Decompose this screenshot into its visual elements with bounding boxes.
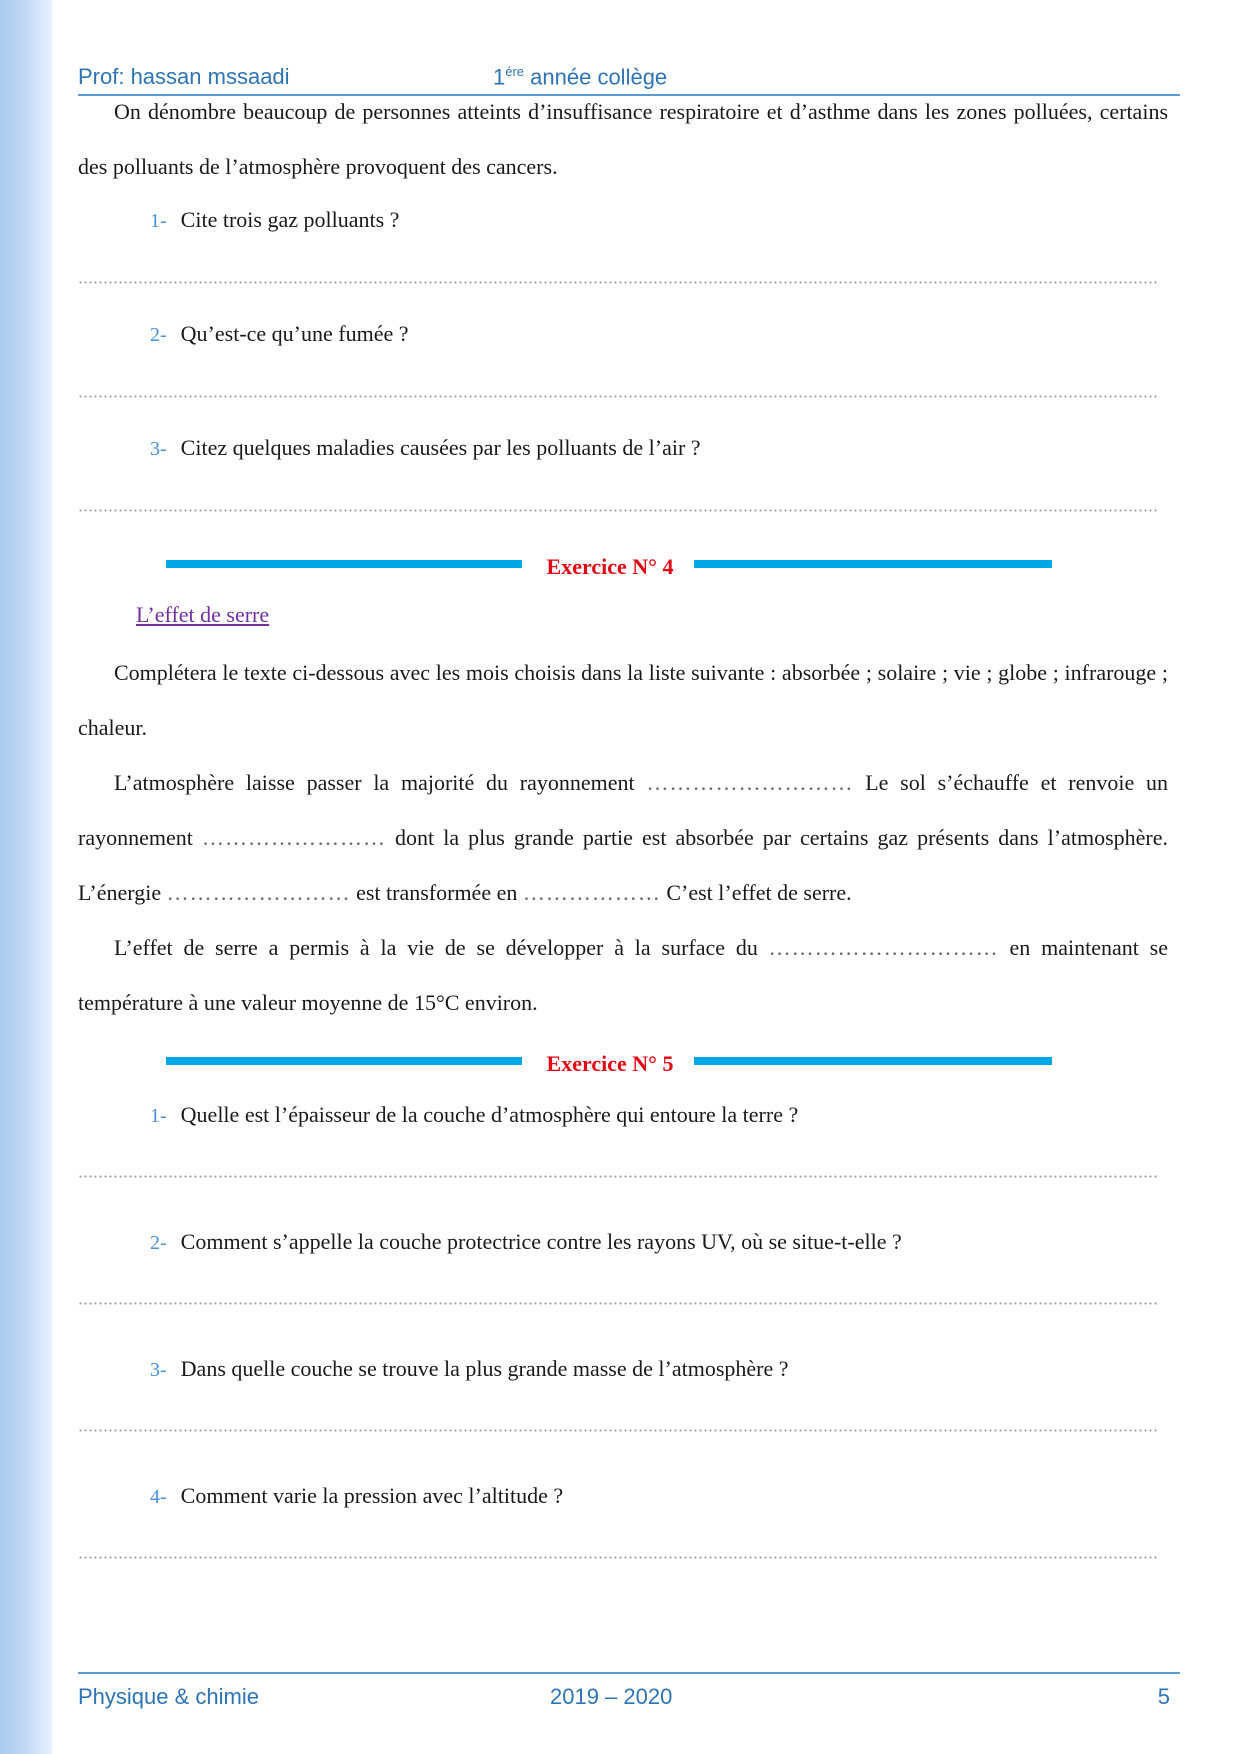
exercise-5-question-4: [150, 1483, 563, 1509]
question-text: Comment s’appelle la couche protectrice contre les rayons UV, où se situe-t-elle ?: [180, 1229, 902, 1254]
question-text: Quelle est l’épaisseur de la couche d’atmosphère qui entoure la terre ?: [180, 1102, 799, 1127]
page-number: 5: [1157, 1684, 1170, 1709]
exercise-divider-left: [166, 1057, 522, 1065]
exercise-divider-right: [694, 1057, 1052, 1065]
text-segment: C’est l’effet de serre.: [660, 880, 852, 905]
answer-line[interactable]: [78, 1302, 1158, 1305]
text-segment: L’effet de serre a permis à la vie de se développer à la surface du: [114, 935, 769, 960]
question-number: 2-: [150, 324, 167, 346]
fill-blank[interactable]: ………………: [522, 880, 661, 905]
text-segment: est transformée en: [350, 880, 523, 905]
fill-blank[interactable]: ……………………: [201, 825, 386, 850]
question-text: Citez quelques maladies causées par les polluants de l’air ?: [180, 435, 701, 460]
question-top-1: [150, 207, 399, 233]
answer-line[interactable]: [78, 1556, 1158, 1559]
exercise-5-question-3: [150, 1356, 789, 1382]
answer-line[interactable]: [78, 509, 1158, 512]
question-text: Dans quelle couche se trouve la plus grande masse de l’atmosphère ?: [180, 1356, 789, 1381]
class-level-number: 1: [493, 64, 506, 90]
exercise-divider-left: [166, 560, 522, 568]
answer-line[interactable]: [78, 1175, 1158, 1178]
question-number: 3-: [150, 438, 167, 460]
answer-line[interactable]: [78, 1429, 1158, 1432]
class-level-text: année collège: [524, 64, 668, 90]
answer-line[interactable]: [78, 281, 1158, 284]
question-text: Cite trois gaz polluants ?: [180, 207, 400, 232]
teacher-name: Prof: hassan mssaadi: [78, 64, 290, 89]
question-number: 4-: [150, 1486, 167, 1508]
exercise-4-subtitle: L’effet de serre: [136, 602, 270, 627]
question-number: 3-: [150, 1359, 167, 1381]
text-segment: en maintenant se température à une valeur moyenne de 15°C environ.: [78, 935, 1168, 1015]
exercise-4-title: Exercice N° 4: [546, 554, 674, 579]
exercise-divider-right: [694, 560, 1052, 568]
exercise-5-question-2: [150, 1229, 902, 1255]
exercise-4-fill-paragraph-2: [78, 920, 1168, 1030]
question-text: Qu’est-ce qu’une fumée ?: [180, 321, 409, 346]
question-text: Comment varie la pression avec l’altitude ?: [180, 1483, 564, 1508]
question-number: 1-: [150, 210, 167, 232]
text-segment: L’atmosphère laisse passer la majorité du rayonnement: [114, 770, 647, 795]
page-footer: [78, 1672, 1180, 1714]
question-top-3: [150, 435, 701, 461]
text-segment: dont la plus grande partie est absorbée par certains gaz présents dans l’atmosphère. L’énergie: [78, 825, 1168, 905]
footer-school-year: 2019 – 2020: [550, 1684, 673, 1709]
exercise-4-fill-paragraph-1: [78, 755, 1168, 920]
exercise-5-title: Exercice N° 5: [546, 1051, 674, 1076]
class-level-superscript: ére: [505, 64, 525, 79]
answer-line[interactable]: [78, 395, 1158, 398]
fill-blank[interactable]: ……………………: [166, 880, 351, 905]
intro-paragraph: On dénombre beaucoup de personnes atteints d’insuffisance respiratoire et d’asthme dans les zones polluées, certains des polluants de l’atmosphère provoquent des cancers.: [78, 99, 1168, 179]
fill-blank[interactable]: ………………………: [646, 770, 854, 795]
side-decoration-bar: [0, 0, 52, 1754]
exercise-4-instruction: Complétera le texte ci-dessous avec les mois choisis dans la liste suivante : absorbée ; solaire ; vie ; globe ; infrarouge ; chaleur.: [78, 660, 1168, 740]
footer-subject: Physique & chimie: [78, 1684, 259, 1709]
question-top-2: [150, 321, 409, 347]
question-number: 1-: [150, 1105, 167, 1127]
question-number: 2-: [150, 1232, 167, 1254]
text-segment: Le sol s’échauffe et renvoie un rayonnement: [78, 770, 1168, 850]
exercise-5-question-1: [150, 1102, 798, 1128]
fill-blank[interactable]: …………………………: [768, 935, 999, 960]
